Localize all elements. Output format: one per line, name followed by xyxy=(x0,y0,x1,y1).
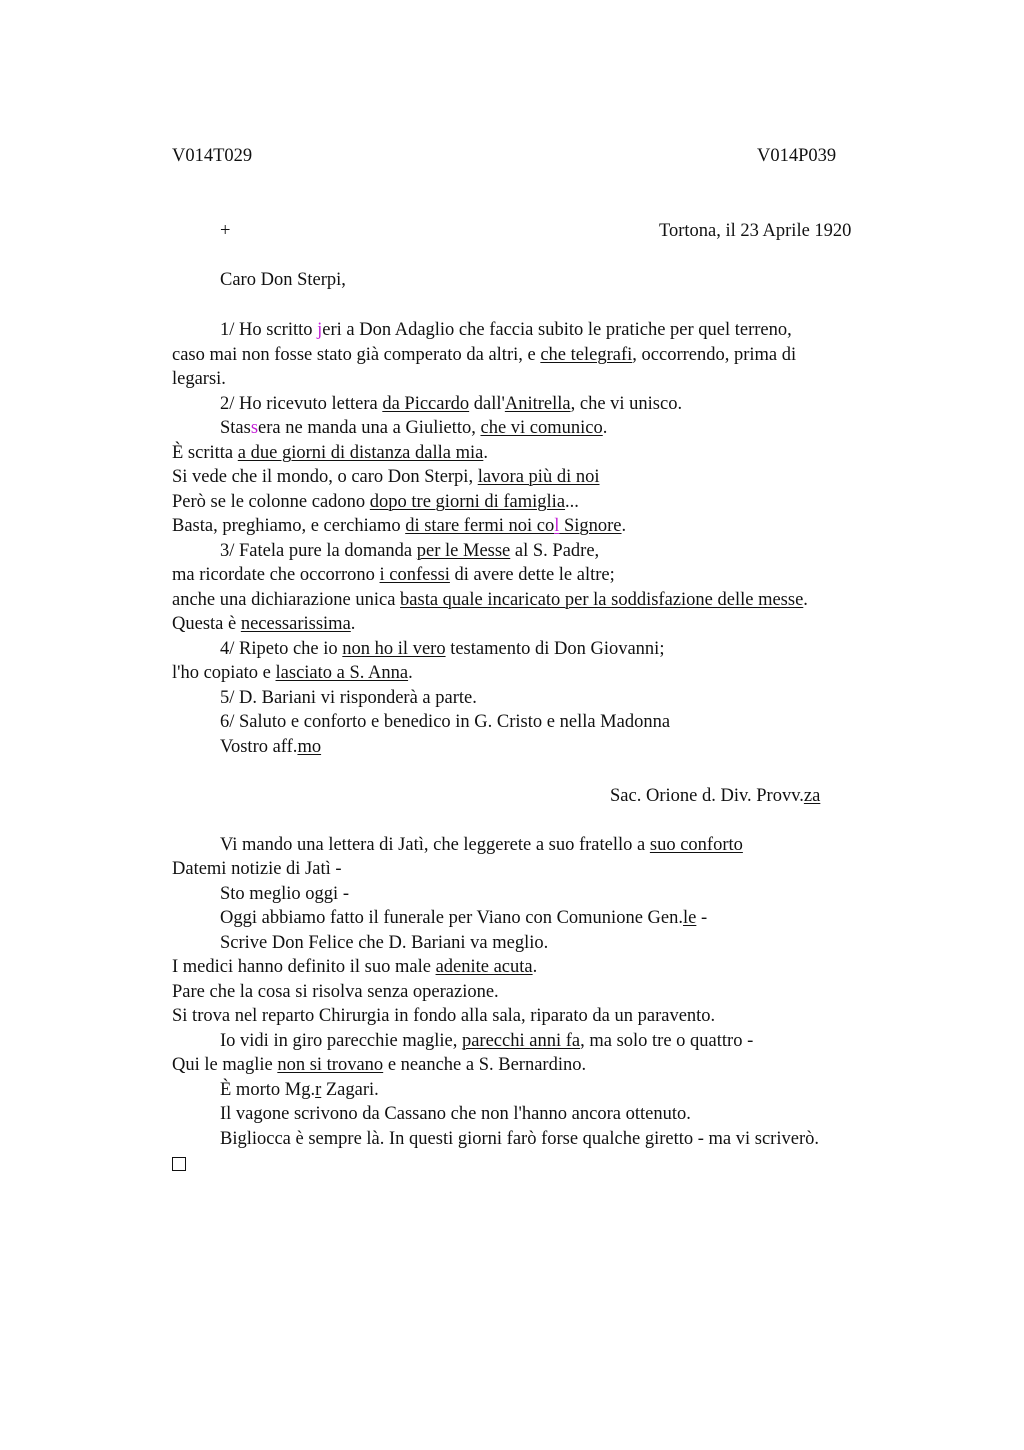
postscript xyxy=(172,833,902,1152)
letter-line xyxy=(172,490,902,515)
text-segment: eri a Don Adaglio che faccia subito le pratiche per quel terreno, xyxy=(322,320,792,340)
letter-line xyxy=(172,661,902,686)
text-segment: - xyxy=(696,908,708,928)
spacer xyxy=(172,808,902,833)
letter-line xyxy=(172,392,902,417)
postscript-line xyxy=(172,1004,902,1029)
text-segment: . xyxy=(350,614,356,634)
text-segment: , occorrendo, prima di xyxy=(632,344,797,365)
text-segment: . xyxy=(483,442,488,463)
underlined-text: non si trovano xyxy=(277,1055,384,1075)
place-date: Tortona, il 23 Aprile 1920 xyxy=(659,221,852,241)
spacer xyxy=(172,759,902,784)
text-segment: Però se le colonne cadono xyxy=(172,491,370,512)
underlined-text: a due giorni di distanza dalla mia xyxy=(237,442,484,463)
text-segment: Stas xyxy=(220,418,251,438)
text-segment: l'ho copiato e xyxy=(172,663,276,683)
letter-line xyxy=(172,710,902,735)
text-segment: al S. Padre, xyxy=(510,540,600,561)
text-segment: , che vi unisco. xyxy=(570,393,683,414)
postscript-line xyxy=(172,1127,902,1152)
text-segment: . xyxy=(408,663,413,683)
text-segment: Pare che la cosa si risolva senza operazione. xyxy=(172,981,499,1002)
underlined-text: lasciato a S. Anna xyxy=(275,663,409,683)
end-box-icon xyxy=(172,1157,186,1171)
text-segment: Si trova nel reparto Chirurgia in fondo alla sala, riparato da un paravento. xyxy=(172,1006,716,1026)
text-segment: dall' xyxy=(469,393,505,414)
letter-line xyxy=(172,416,902,441)
postscript-line xyxy=(172,980,902,1005)
text-segment: Bigliocca è sempre là. In questi giorni farò forse qualche giretto - ma vi scriverò. xyxy=(220,1128,819,1149)
postscript-line xyxy=(172,1029,902,1054)
letter-line xyxy=(172,343,902,368)
postscript-line xyxy=(172,857,902,882)
salutation: Caro Don Sterpi, xyxy=(220,270,346,290)
text-segment: , ma solo tre o quattro - xyxy=(580,1030,754,1051)
underlined-text: per le Messe xyxy=(416,540,511,561)
letter-line xyxy=(172,367,902,392)
underlined-text: za xyxy=(803,785,821,806)
underlined-text: Anitrella xyxy=(504,393,571,414)
letter-line xyxy=(172,318,902,343)
underlined-text: di stare fermi noi co xyxy=(405,516,555,536)
text-segment: Si vede che il mondo, o caro Don Sterpi, xyxy=(172,467,478,487)
text-segment: Sto meglio oggi - xyxy=(220,883,349,904)
text-segment: 4/ Ripeto che io xyxy=(220,638,343,659)
postscript-line xyxy=(172,1078,902,1103)
text-segment: Oggi abbiamo fatto il funerale per Viano con Comunione Gen. xyxy=(220,908,683,928)
document-code-right: V014P039 xyxy=(757,146,837,166)
text-segment: . xyxy=(621,516,627,536)
letter-line xyxy=(172,735,902,760)
letter-line xyxy=(172,588,902,613)
text-segment: È morto Mg. xyxy=(220,1079,316,1100)
text-segment: Vi mando una lettera di Jatì, che leggerete a suo fratello a xyxy=(220,834,650,855)
text-segment: 6/ Saluto e conforto e benedico in G. Cristo e nella Madonna xyxy=(220,712,671,732)
text-segment: Scrive Don Felice che D. Bariani va meglio. xyxy=(220,932,549,953)
text-segment: e neanche a S. Bernardino. xyxy=(383,1055,587,1075)
text-segment: j xyxy=(317,320,323,340)
underlined-text: i confessi xyxy=(379,565,450,585)
text-segment: era ne manda una a Giulietto, xyxy=(258,418,481,438)
text-segment: legarsi. xyxy=(172,369,226,389)
letter-line xyxy=(172,514,902,539)
underlined-text: l xyxy=(554,516,560,536)
letter-paragraphs xyxy=(172,318,902,759)
underlined-text: dopo tre giorni di famiglia xyxy=(369,491,566,512)
underlined-text: basta quale incaricato per la soddisfazione delle messe xyxy=(400,589,804,610)
text-segment: I medici hanno definito il suo male xyxy=(172,957,436,977)
text-segment: Io vidi in giro parecchie maglie, xyxy=(220,1030,462,1051)
text-segment: anche una dichiarazione unica xyxy=(172,589,401,610)
text-segment: 3/ Fatela pure la domanda xyxy=(220,540,417,561)
text-segment: testamento di Don Giovanni; xyxy=(445,638,665,659)
text-segment: È scritta xyxy=(172,442,238,463)
text-segment: Qui le maglie xyxy=(172,1055,278,1075)
document-code-left: V014T029 xyxy=(172,146,253,166)
postscript-line xyxy=(172,906,902,931)
text-segment: ma ricordate che occorrono xyxy=(172,565,380,585)
underlined-text: Signore xyxy=(559,516,622,536)
underlined-text: r xyxy=(315,1079,322,1100)
postscript-line xyxy=(172,833,902,858)
underlined-text: adenite acuta xyxy=(435,957,533,977)
postscript-line xyxy=(172,1102,902,1127)
text-segment: Datemi notizie di Jatì - xyxy=(172,859,342,879)
underlined-text: parecchi anni fa xyxy=(461,1030,581,1051)
postscript-line xyxy=(172,1053,902,1078)
letter-line xyxy=(172,563,902,588)
postscript-line xyxy=(172,882,902,907)
letter-line xyxy=(172,612,902,637)
text-segment: Il vagone scrivono da Cassano che non l'hanno ancora ottenuto. xyxy=(220,1104,691,1124)
text-segment: Sac. Orione d. Div. Provv. xyxy=(610,785,804,806)
text-segment: 1/ Ho scritto xyxy=(220,320,318,340)
text-segment: Vostro aff. xyxy=(220,736,298,757)
underlined-text: da Piccardo xyxy=(382,393,470,414)
letter-line xyxy=(172,539,902,564)
text-segment: 2/ Ho ricevuto lettera xyxy=(220,393,383,414)
text-segment: ... xyxy=(565,491,579,512)
text-segment: . xyxy=(602,418,608,438)
text-segment: s xyxy=(250,418,259,438)
text-segment: Basta, preghiamo, e cerchiamo xyxy=(172,516,406,536)
text-segment: 5/ D. Bariani vi risponderà a parte. xyxy=(220,687,477,708)
text-segment: . xyxy=(803,589,808,610)
text-segment: di avere dette le altre; xyxy=(449,565,615,585)
letter-line xyxy=(172,441,902,466)
postscript-line xyxy=(172,955,902,980)
letter-body xyxy=(172,318,902,1176)
underlined-text: lavora più di noi xyxy=(477,467,600,487)
underlined-text: mo xyxy=(297,736,322,757)
underlined-text: che vi comunico xyxy=(480,418,603,438)
underlined-text: che telegrafi xyxy=(540,344,633,365)
end-mark-line xyxy=(172,1151,902,1176)
cross-mark: + xyxy=(220,221,231,241)
underlined-text: suo conforto xyxy=(649,834,743,855)
underlined-text: le xyxy=(682,908,697,928)
text-segment: Zagari. xyxy=(321,1079,379,1100)
text-segment: Questa è xyxy=(172,614,241,634)
text-segment: . xyxy=(532,957,538,977)
underlined-text: non ho il vero xyxy=(342,638,446,659)
letter-line xyxy=(172,637,902,662)
signature xyxy=(172,784,902,809)
postscript-line xyxy=(172,931,902,956)
letter-line xyxy=(172,686,902,711)
letter-line xyxy=(172,465,902,490)
underlined-text: necessarissima xyxy=(240,614,351,634)
text-segment: caso mai non fosse stato già comperato da altri, e xyxy=(172,344,541,365)
